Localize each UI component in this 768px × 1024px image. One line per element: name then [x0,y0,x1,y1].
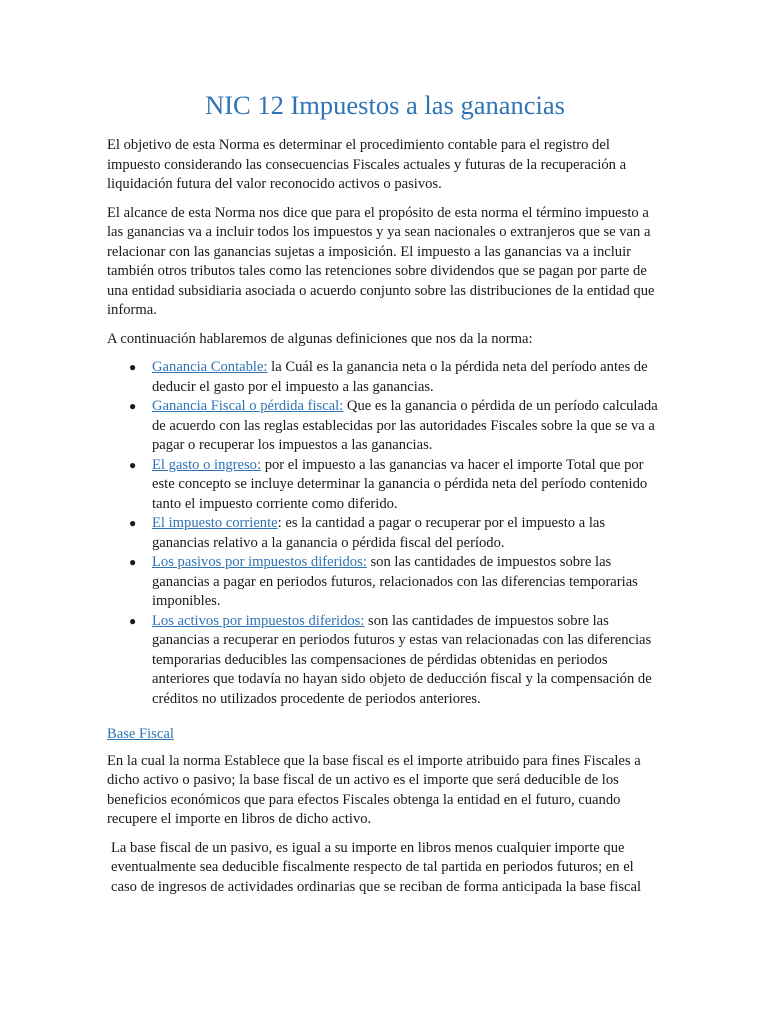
definition-term-link[interactable]: Ganancia Contable: [152,359,268,375]
definition-text: : es la cantidad a pagar o recuperar por el impuesto a las ganancias relativo a la ganancia o pérdida fiscal del período. [152,515,606,551]
definition-item [107,553,663,612]
bullet-icon: ● [129,457,137,472]
definition-text: son las cantidades de impuestos sobre las ganancias a pagar en periodos futuros, relacionados con las diferencias temporarias imponibles. [152,554,638,609]
definition-term-link[interactable]: El gasto o ingreso: [152,456,262,473]
base-fiscal-heading-link[interactable]: Base Fiscal [107,726,174,742]
bullet-icon: ● [129,516,137,530]
document-page [107,88,663,906]
definition-item [107,456,663,515]
base-fiscal-paragraph: En la cual la norma Establece que la base fiscal es el importe atribuido para fines Fiscales a dicho activo o pasivo; la base fiscal de un activo es el importe que será deducible de los beneficios económicos que para efectos Fiscales obtenga la entidad en el futuro, cuando recupere el importe en libros de dicho activo. [107,752,641,827]
bullet-icon: ● [129,360,137,374]
definition-item [107,358,663,397]
objective-paragraph: El objetivo de esta Norma es determinar el procedimiento contable para el registro del impuesto considerando las consecuencias Fiscales actuales y futuras de la recuperación a liquidación futura del valor reconocido activos o pasivos. [107,137,627,192]
definition-term-link[interactable]: Ganancia Fiscal o pérdida fiscal: [152,398,344,414]
document-title: NIC 12 Impuestos a las ganancias [205,90,565,120]
definition-text: Que es la ganancia o pérdida de un período calculada de acuerdo con las reglas establecidas por las autoridades Fiscales sobre la que se va a pagar o recuperar los impuestos a las ganancias. [152,398,658,453]
definition-term-link[interactable]: El impuesto corriente [152,515,278,531]
definitions-list [107,358,663,709]
definition-item [107,612,663,710]
definition-text: por el impuesto a las ganancias va hacer el importe Total que por este concepto se incluye determinar la ganancia o pérdida neta del período contenido tanto el impuesto corriente como diferido. [152,456,648,512]
bullet-icon: ● [129,555,137,569]
scope-paragraph: El alcance de esta Norma nos dice que para el propósito de esta norma el término impuesto a las ganancias va a incluir todos los impuestos y ya sean nacionales o extranjeros que se van a relacionar con las ganancias sujetas a imposición. El impuesto a las ganancias va a incluir también otros tributos tales como las retenciones sobre dividendos que se pagan por parte de una entidad subsidiaria asociada o acuerdo conjunto sobre las distribuciones de la entidad que informa. [107,204,655,318]
definitions-intro: A continuación hablaremos de algunas definiciones que nos da la norma: [107,330,533,347]
bullet-icon: ● [129,399,137,413]
definition-text: son las cantidades de impuestos sobre las ganancias a recuperar en periodos futuros y estas van relacionadas con las diferencias temporarias deducibles las compensaciones de pérdidas obtenidas en periodos anteriores que todavía no hayan sido objeto de deducción fiscal y la compensación de créditos no utilizados procedente de periodos anteriores. [152,612,652,707]
bullet-icon: ● [129,613,137,628]
definition-term-link[interactable]: Los pasivos por impuestos diferidos: [152,554,367,570]
definition-item [107,397,663,456]
base-fiscal-pasivo-paragraph: La base fiscal de un pasivo, es igual a su importe en libros menos cualquier importe que eventualmente sea deducible fiscalmente respecto de tal partida en periodos futuros; en el caso de ingresos de actividades ordinarias que se reciban de forma anticipada la base fiscal [111,839,642,895]
definition-item [107,514,663,553]
definition-term-link[interactable]: Los activos por impuestos diferidos: [152,612,365,629]
definition-text: la Cuál es la ganancia neta o la pérdida neta del período antes de deducir el gasto por el impuesto a las ganancias. [152,359,648,395]
